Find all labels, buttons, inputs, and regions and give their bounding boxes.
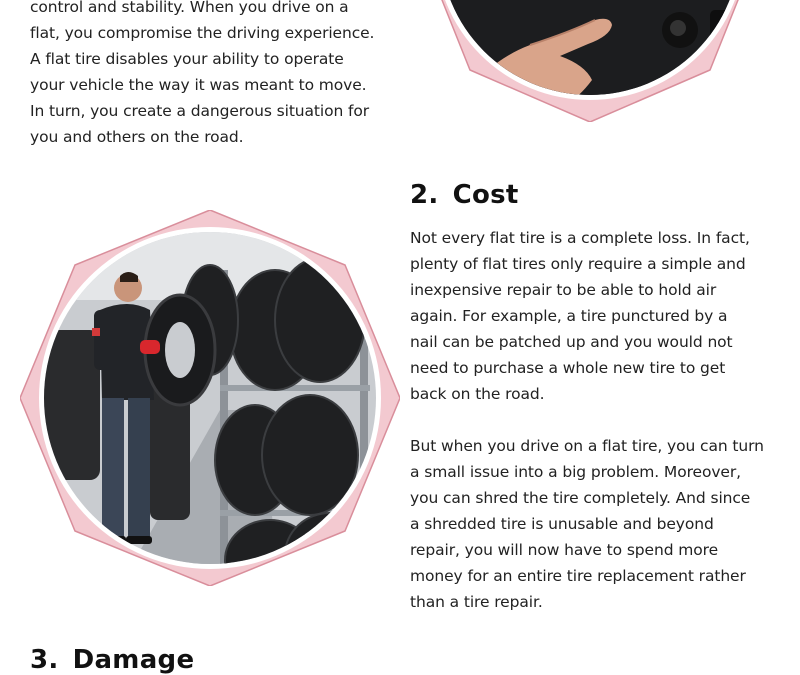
intro-line: A flat tire disables your ability to operate bbox=[30, 50, 344, 68]
intro-paragraph bbox=[30, 0, 400, 150]
intro-line: you and others on the road. bbox=[30, 128, 244, 146]
dashboard-photo bbox=[420, 0, 760, 122]
cost-line: nail can be patched up and you would not bbox=[410, 333, 733, 351]
cost-line: repair, you will now have to spend more bbox=[410, 541, 719, 559]
intro-line: flat, you compromise the driving experience. bbox=[30, 24, 375, 42]
cost-paragraph-1 bbox=[410, 225, 780, 407]
cost-line: inexpensive repair to be able to hold air bbox=[410, 281, 717, 299]
cost-line: you can shred the tire completely. And since bbox=[410, 489, 751, 507]
intro-line: control and stability. When you drive on a bbox=[30, 0, 349, 16]
cost-line: need to purchase a whole new tire to get bbox=[410, 359, 726, 377]
section-title: Damage bbox=[72, 645, 195, 675]
cost-line: But when you drive on a flat tire, you can turn bbox=[410, 437, 764, 455]
cost-line: a shredded tire is unusable and beyond bbox=[410, 515, 714, 533]
cost-line: a small issue into a big problem. Moreover, bbox=[410, 463, 741, 481]
intro-line: In turn, you create a dangerous situation for bbox=[30, 102, 370, 120]
section-heading-cost bbox=[410, 180, 519, 210]
section-title: Cost bbox=[452, 180, 519, 210]
intro-line: your vehicle the way it was meant to move. bbox=[30, 76, 367, 94]
section-heading-damage bbox=[30, 645, 194, 675]
tire-rack-photo bbox=[20, 210, 400, 586]
cost-line: money for an entire tire replacement rather bbox=[410, 567, 746, 585]
section-number: 3. bbox=[30, 645, 59, 675]
cost-line: plenty of flat tires only require a simple and bbox=[410, 255, 746, 273]
section-number: 2. bbox=[410, 180, 439, 210]
cost-line: Not every flat tire is a complete loss. In fact, bbox=[410, 229, 750, 247]
cost-line: than a tire repair. bbox=[410, 593, 543, 611]
cost-line: again. For example, a tire punctured by a bbox=[410, 307, 728, 325]
cost-line: back on the road. bbox=[410, 385, 545, 403]
cost-paragraph-2 bbox=[410, 433, 780, 615]
